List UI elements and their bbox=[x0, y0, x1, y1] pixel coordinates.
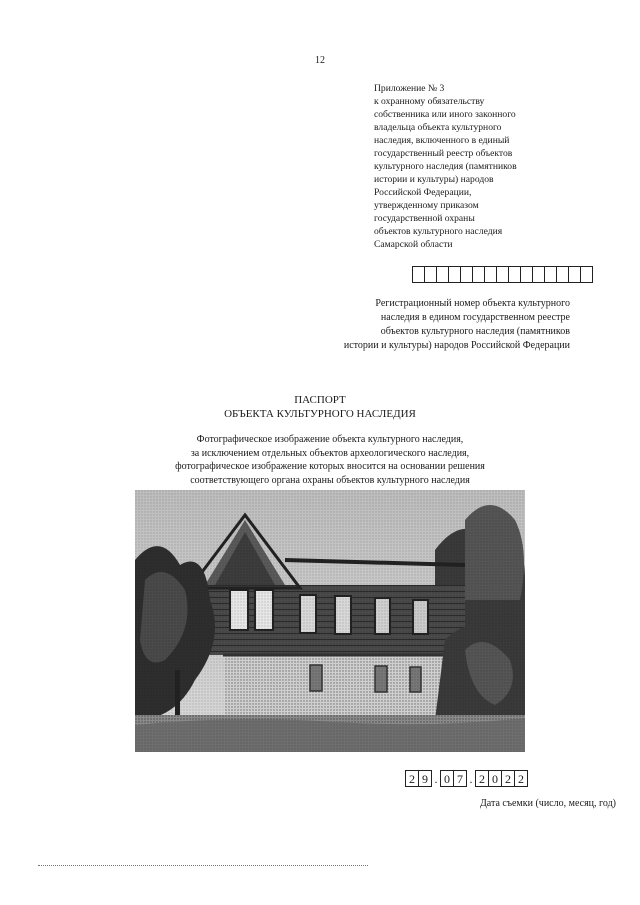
date-month-group bbox=[440, 770, 467, 787]
date-separator: . bbox=[469, 772, 473, 786]
registration-digit-box bbox=[425, 266, 437, 283]
registration-caption-line: объектов культурного наследия (памятников bbox=[380, 326, 570, 337]
date-year-digit: 2 bbox=[502, 770, 515, 787]
photo-caption-line: соответствующего органа охраны объектов культурного наследия bbox=[190, 474, 470, 486]
footer-divider bbox=[38, 865, 368, 866]
photo-caption-line: фотографическое изображение которых вносится на основании решения bbox=[175, 461, 485, 473]
appendix-block bbox=[374, 82, 574, 251]
date-day-group bbox=[405, 770, 432, 787]
shoot-date-boxes bbox=[405, 770, 528, 787]
registration-digit-box bbox=[449, 266, 461, 283]
document-title bbox=[0, 393, 640, 421]
appendix-line: объектов культурного наследия bbox=[374, 226, 503, 237]
appendix-line: собственника или иного законного bbox=[374, 109, 516, 120]
page-number: 12 bbox=[315, 55, 325, 66]
registration-caption-line: наследия в едином государственном реестре bbox=[380, 312, 570, 323]
registration-digit-box bbox=[461, 266, 473, 283]
registration-digit-box bbox=[437, 266, 449, 283]
registration-caption-line: истории и культуры) народов Российской Федерации bbox=[343, 340, 570, 351]
photo-caption bbox=[120, 433, 540, 487]
appendix-line: государственный реестр объектов bbox=[374, 148, 513, 159]
shoot-date-caption: Дата съемки (число, месяц, год) bbox=[479, 798, 616, 809]
date-day-digit: 2 bbox=[406, 770, 419, 787]
registration-digit-box bbox=[533, 266, 545, 283]
appendix-line: наследия, включенного в единый bbox=[374, 135, 510, 146]
date-month-digit: 7 bbox=[454, 770, 467, 787]
appendix-line: Приложение № 3 bbox=[374, 83, 445, 94]
registration-number-boxes bbox=[412, 266, 593, 283]
registration-caption-line: Регистрационный номер объекта культурного bbox=[375, 298, 570, 309]
registration-digit-box bbox=[521, 266, 533, 283]
date-day-digit: 9 bbox=[419, 770, 432, 787]
appendix-line: истории и культуры) народов bbox=[374, 174, 494, 185]
date-year-digit: 2 bbox=[476, 770, 489, 787]
registration-digit-box bbox=[497, 266, 509, 283]
registration-digit-box bbox=[545, 266, 557, 283]
appendix-line: культурного наследия (памятников bbox=[374, 161, 517, 172]
date-year-group bbox=[475, 770, 528, 787]
building-photo-image bbox=[135, 490, 525, 752]
registration-digit-box bbox=[413, 266, 425, 283]
title-line-1: ПАСПОРТ bbox=[294, 394, 346, 406]
appendix-line: утвержденному приказом bbox=[374, 200, 479, 211]
appendix-line: государственной охраны bbox=[374, 213, 475, 224]
appendix-line: владельца объекта культурного bbox=[374, 122, 502, 133]
date-month-digit: 0 bbox=[441, 770, 454, 787]
photo-caption-line: за исключением отдельных объектов археологического наследия, bbox=[190, 447, 470, 459]
date-year-digit: 2 bbox=[515, 770, 528, 787]
registration-caption bbox=[300, 297, 570, 353]
registration-digit-box bbox=[581, 266, 593, 283]
registration-digit-box bbox=[557, 266, 569, 283]
registration-digit-box bbox=[485, 266, 497, 283]
photo-caption-line: Фотографическое изображение объекта культурного наследия, bbox=[196, 434, 464, 445]
registration-digit-box bbox=[569, 266, 581, 283]
date-year-digit: 0 bbox=[489, 770, 502, 787]
registration-digit-box bbox=[509, 266, 521, 283]
appendix-line: Самарской области bbox=[374, 239, 453, 250]
date-separator: . bbox=[434, 772, 438, 786]
appendix-line: к охранному обязательству bbox=[374, 96, 485, 107]
appendix-line: Российской Федерации, bbox=[374, 187, 472, 198]
building-photo bbox=[135, 490, 525, 752]
title-line-2: ОБЪЕКТА КУЛЬТУРНОГО НАСЛЕДИЯ bbox=[224, 408, 416, 420]
registration-digit-box bbox=[473, 266, 485, 283]
